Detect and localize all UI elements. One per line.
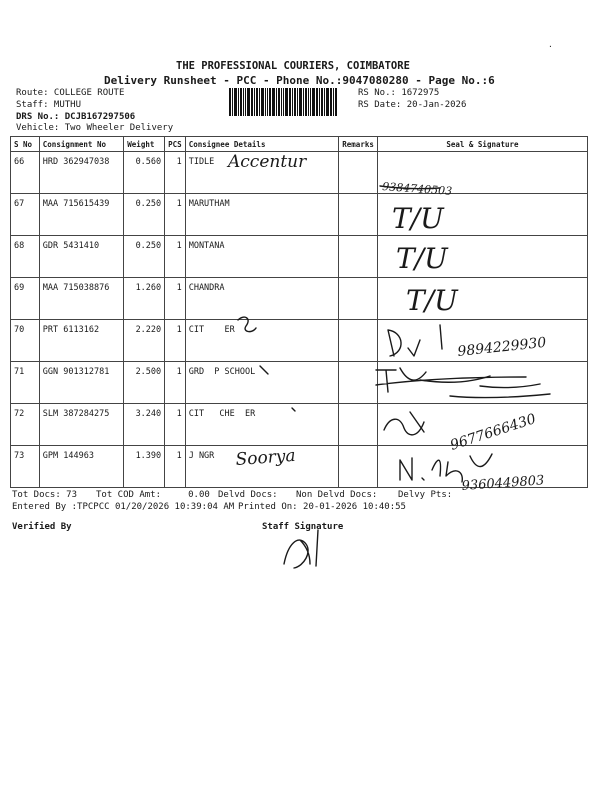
row-weight: 3.240: [135, 409, 162, 419]
row-pcs: 1: [176, 367, 182, 377]
total-docs: Tot Docs: 73: [12, 490, 78, 500]
row-sno: 70: [14, 325, 25, 335]
entered-by: Entered By :TPCPCC 01/20/2026 10:39:04 AM: [12, 502, 235, 512]
row-weight: 2.220: [135, 325, 162, 335]
row-consignee: MARUTHAM: [188, 199, 230, 209]
col-weight: Weight: [124, 137, 165, 152]
col-sno: S No: [11, 137, 40, 152]
handwritten-tick: [292, 408, 295, 411]
company-title: THE PROFESSIONAL COURIERS, COIMBATORE: [176, 60, 410, 72]
row-consignee: CHANDRA: [188, 283, 225, 293]
handwritten-phone: 9384740503: [381, 180, 453, 198]
row-sno: 66: [14, 157, 25, 167]
col-pcs: PCS: [165, 137, 186, 152]
handwritten-consignee-name: Soorya: [234, 445, 297, 470]
row-sno: 69: [14, 283, 25, 293]
row-consignee: CIT CHE ER: [188, 409, 256, 419]
rs-date: RS Date: 20-Jan-2026: [358, 100, 467, 110]
vehicle-label: Vehicle: Two Wheeler Delivery: [16, 123, 174, 133]
row-weight: 0.250: [135, 199, 162, 209]
row-consignment: GPM 144963: [42, 451, 94, 461]
row-consignment: GDR 5431410: [42, 241, 100, 251]
staff-signature-mark: [284, 530, 318, 568]
col-seal: Seal & Signature: [377, 137, 587, 152]
row-pcs: 1: [176, 451, 182, 461]
row-consignment: GGN 901312781: [42, 367, 110, 377]
delivery-points: Delvy Pts:: [398, 490, 453, 500]
total-cod-amount: Tot COD Amt: 0.00: [96, 490, 210, 500]
handwritten-phone: 9360449803: [461, 473, 545, 494]
row-pcs: 1: [176, 325, 182, 335]
row-consignee: CIT ER: [188, 325, 235, 335]
row-sno: 67: [14, 199, 25, 209]
handwritten-phone: 9677666430: [448, 411, 538, 454]
handwritten-detail-mark: [260, 366, 268, 374]
row-sno: 71: [14, 367, 25, 377]
row-consignee: J NGR: [188, 451, 215, 461]
handwritten-tu-mark: T/U: [392, 202, 444, 235]
handwritten-tu-mark: T/U: [396, 242, 448, 275]
col-consignee: Consignee Details: [185, 137, 339, 152]
row-sno: 73: [14, 451, 25, 461]
row-pcs: 1: [176, 157, 182, 167]
speck-mark: .: [548, 40, 553, 49]
row-consignment: MAA 715038876: [42, 283, 110, 293]
row-sno: 72: [14, 409, 25, 419]
rs-number: RS No.: 1672975: [358, 88, 440, 98]
handwritten-detail-mark: [238, 317, 256, 332]
handwritten-tu-mark: T/U: [406, 284, 458, 317]
row-pcs: 1: [176, 283, 182, 293]
signature-scribble: [408, 325, 442, 356]
row-sno: 68: [14, 241, 25, 251]
row-pcs: 1: [176, 199, 182, 209]
col-consignment: Consignment No: [39, 137, 124, 152]
printed-on: Printed On: 20-01-2026 10:40:55: [238, 502, 406, 512]
signature-scribble: [376, 368, 526, 392]
row-pcs: 1: [176, 241, 182, 251]
row-weight: 2.500: [135, 367, 162, 377]
route-label: Route: COLLEGE ROUTE: [16, 88, 125, 98]
col-remarks: Remarks: [339, 137, 378, 152]
signature-scribble: [388, 330, 401, 356]
signature-scribble: [384, 412, 424, 435]
row-consignment: PRT 6113162: [42, 325, 100, 335]
staff-signature-label: Staff Signature: [262, 522, 344, 532]
row-weight: 1.260: [135, 283, 162, 293]
delivered-docs: Delvd Docs:: [218, 490, 278, 500]
handwritten-phone: 9894229930: [456, 334, 548, 360]
row-consignment: HRD 362947038: [42, 157, 110, 167]
drs-number: DRS No.: DCJB167297506: [16, 112, 136, 122]
row-consignee: MONTANA: [188, 241, 225, 251]
non-delivered-docs: Non Delvd Docs:: [296, 490, 378, 500]
row-consignment: SLM 387284275: [42, 409, 110, 419]
staff-label: Staff: MUTHU: [16, 100, 82, 110]
row-pcs: 1: [176, 409, 182, 419]
handwritten-company-name: Accentur: [228, 152, 307, 172]
row-consignee: TIDLE: [188, 157, 215, 167]
row-weight: 0.560: [135, 157, 162, 167]
row-weight: 1.390: [135, 451, 162, 461]
verified-by-label: Verified By: [12, 522, 72, 532]
row-weight: 0.250: [135, 241, 162, 251]
row-consignment: MAA 715615439: [42, 199, 110, 209]
row-consignee: GRD P SCHOOL: [188, 367, 256, 377]
runsheet-subtitle: Delivery Runsheet - PCC - Phone No.:9047080280 - Page No.:6: [104, 74, 495, 87]
